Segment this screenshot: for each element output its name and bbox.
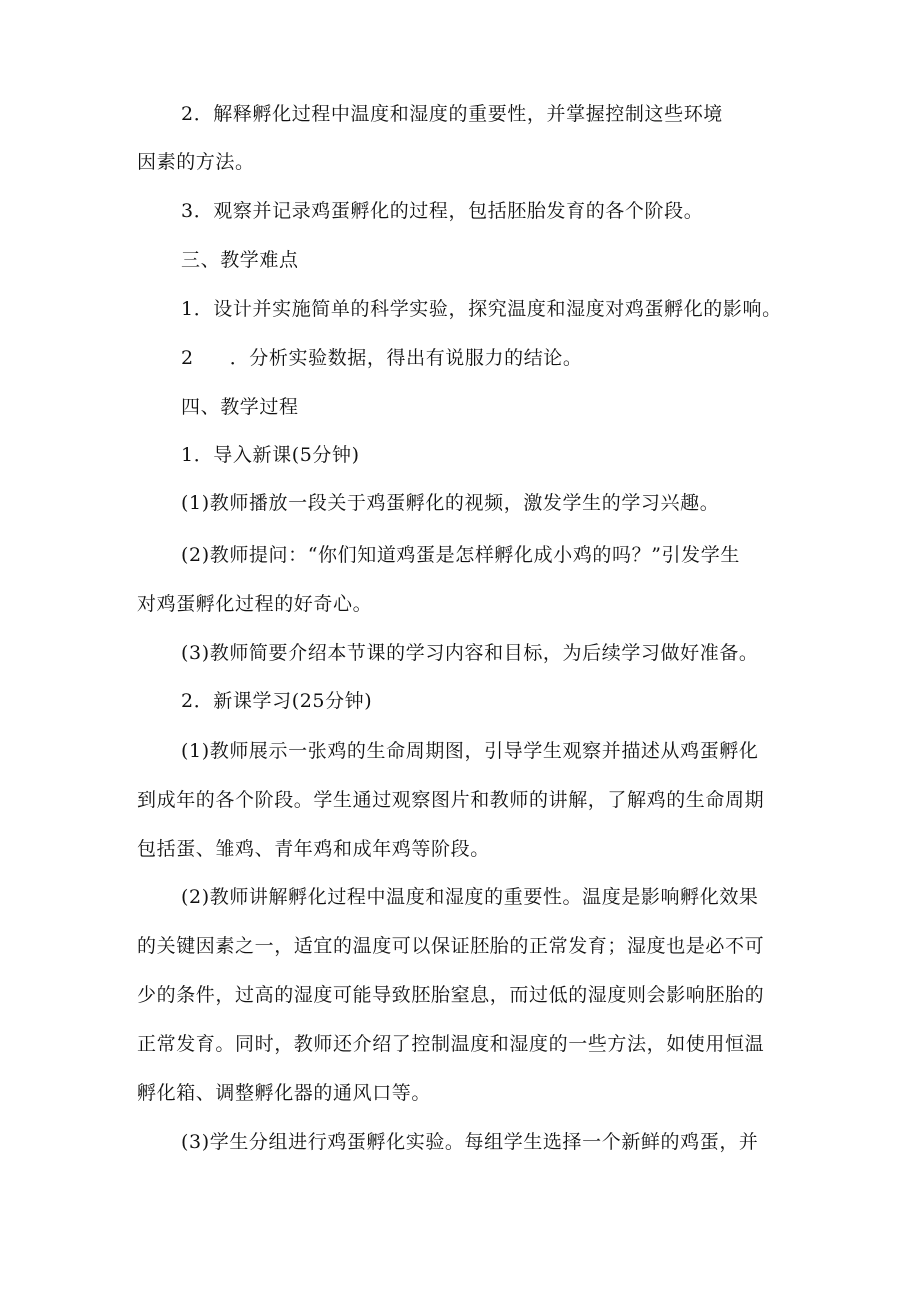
step-1-item-1: (1)教师播放一段关于鸡蛋孵化的视频，激发学生的学习兴趣。 [181,492,720,514]
step-2-item-1-line-2: 到成年的各个阶段。学生通过观察图片和教师的讲解，了解鸡的生命周期 [137,789,765,811]
objective-2-line-1: 2．解释孵化过程中温度和湿度的重要性，并掌握控制这些环境 [181,103,723,125]
step-1-heading: 1．导入新课(5分钟) [181,444,360,466]
step-2-item-3-line-1: (3)学生分组进行鸡蛋孵化实验。每组学生选择一个新鲜的鸡蛋，并 [181,1131,759,1153]
step-2-item-2-line-4: 正常发育。同时，教师还介绍了控制温度和湿度的一些方法，如使用恒温 [137,1033,765,1055]
step-2-item-2-line-2: 的关键因素之一，适宜的温度可以保证胚胎的正常发育；湿度也是必不可 [137,935,765,957]
step-2-heading: 2．新课学习(25分钟) [181,690,373,712]
objective-2-line-2: 因素的方法。 [137,151,255,173]
difficulty-2-text: ．分析实验数据，得出有说服力的结论。 [229,347,583,369]
step-2-item-1-line-3: 包括蛋、雏鸡、青年鸡和成年鸡等阶段。 [137,838,490,860]
step-1-item-2-line-1: (2)教师提问：“你们知道鸡蛋是怎样孵化成小鸡的吗？”引发学生 [181,544,740,566]
section-heading-difficulties: 三、教学难点 [181,249,299,271]
objective-3: 3．观察并记录鸡蛋孵化的过程，包括胚胎发育的各个阶段。 [181,200,704,222]
step-1-item-2-line-2: 对鸡蛋孵化过程的好奇心。 [137,593,373,615]
section-heading-process: 四、教学过程 [181,396,299,418]
step-2-item-2-line-1: (2)教师讲解孵化过程中温度和湿度的重要性。温度是影响孵化效果 [181,886,759,908]
step-1-item-3: (3)教师简要介绍本节课的学习内容和目标，为后续学习做好准备。 [181,642,759,664]
step-2-item-2-line-5: 孵化箱、调整孵化器的通风口等。 [137,1082,432,1104]
difficulty-1: 1．设计并实施简单的科学实验，探究温度和湿度对鸡蛋孵化的影响。 [181,298,782,320]
difficulty-2 [181,345,583,371]
step-2-item-1-line-1: (1)教师展示一张鸡的生命周期图，引导学生观察并描述从鸡蛋孵化 [181,740,759,762]
difficulty-2-number: 2 [181,347,194,369]
step-2-item-2-line-3: 少的条件，过高的湿度可能导致胚胎窒息，而过低的湿度则会影响胚胎的 [137,984,765,1006]
